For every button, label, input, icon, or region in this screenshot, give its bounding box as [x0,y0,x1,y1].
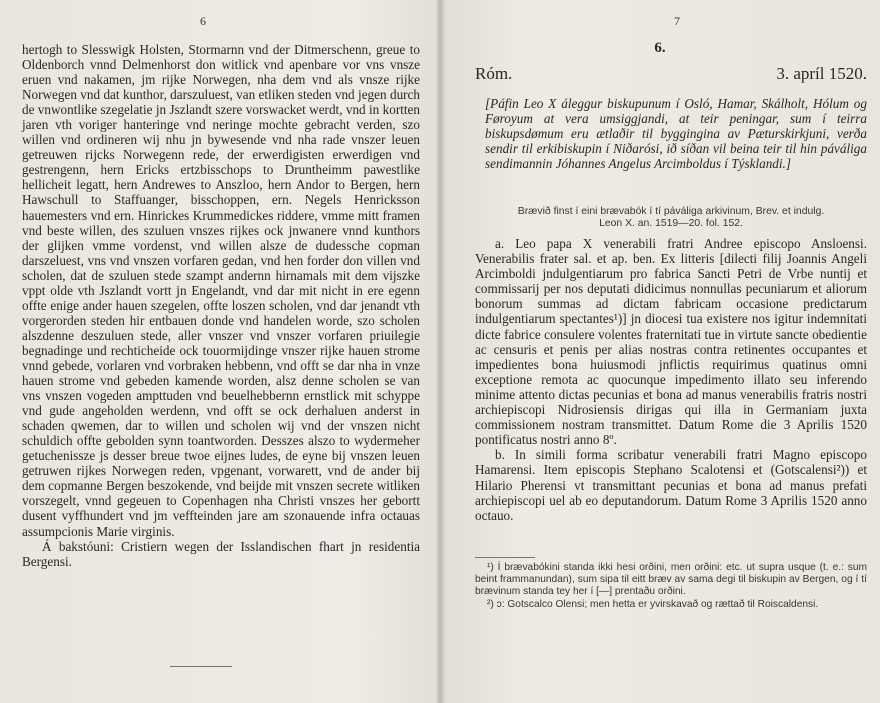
paragraph-a: a. Leo papa X venerabili fratri Andree episcopo Ansloensi. Venerabilis frater sal. et ap. ben. Ex litteris [dilecti filij Joannis Angeli Arcimboldi jndulgentiarum pro fabrica Sancti Petri de Vrbe nuntij et commissarij per nos deputati didicimus nonnullas pecuniarum et aliorum bonorum summas ad dictam fabricam occasione predictarum indulgentiarum spectantes¹)] jn diocesi tua existere nos igitur indemnitati dicte fabrice consulere volentes fraternitati tue in virtute sancte obedientie ac censuris et penis per alias nostras contra retinentes occupantes et impedientes bona huiusmodi jnflictis requirimus quatinus omni exceptione remota ac quocunque impedimento illato seu inferendo minime attento dictas pecunias et bona ad manus venerabilis fratris nostri archiepiscopi Nidrosiensis dirigas qui illa in Germaniam juxta commissionem nostram transmittet. Datum Rome die 3 Aprilis 1520 pontificatus nostri anno 8º. [475,236,867,448]
summary: [Páfin Leo X áleggur biskupunum í Osló, Hamar, Skálholt, Hólum og Føroyum at vera umsiggjandi, at teir peningar, sum í teirra biskupsdømum eru ætlaðir til byggingina av Pæturskirkjuni, verða sendir til erkibiskupin í Niðarósi, ið síðan vil beina teir til hin páváliga sendimannin Jóhannes Angelus Arcimboldus í Týsklandi.] [485,96,867,172]
page-number-right: 7 [674,14,680,28]
footnote-rule [475,557,535,558]
document-header [475,64,867,86]
source-note [475,206,867,230]
document-number: 6. [654,40,666,56]
endorsement-note: Á bakstóuni: Cristiern wegen der Isslandischen fhart jn residentia Bergensi. [22,538,420,569]
main-paragraph: hertogh to Slesswigk Holsten, Stormarnn vnd der Ditmerschenn, greue to Oldenborch vnnd Delmenhorst don witlick vnd apenbare vor vns vnsze eruen vnd nakamen, jm rijke Norwegen, nha dem vnd als vnsze rijke Norwegen vnd dat kunthor, darszuluest, van etliken steden vnd jegen durch de vnwontlike szegelatie jn Jszlandt szere vorswacket werdt, vnd in kortten jaren vth voriger hanteringe vnd neringe mochte gebracht verden, szo willen vnd ordineren wij nhu jn bywesende vnd nha rade vnszer leuen getreuwen rijcks Norwegenn rede, der erwerdigisten erwerdigen vnd gestrengenn, hern Ericks ertzbisschops to Druntheimm pawestlike hellicheit legatt, hern Andrewes to Anszloo, hern Andor to Bergen, hern Hawschull to Staffuanger, bisschoppen, ern. Negels Henricksson hauemesters vnd ern. Hinrickes Krummedickes riddere, vmme mitt framen vnd beste willen, des szuluen vnszes rijkes ock jnwanere vnnd kunthors der glijken vmme vordenst, vnd willen alsze de dudessche copman darszeluest, vns vnd vnszen vorfaren gedan, vnd hen forder don villen vnd scholen, dat de szuluen stede szampt andernn hirnamals mit dem vijszke vppt olde vth Jszlandt vortt jn Engelandt, vnd dar mit nicht in ere egenn offte enige ander hauen szegelen, offte loszen scholen, vnd dar jenandt vth vorgerorden steden hir entbauen donde vnd handelen worde, szo scholen alszdenne deszuluen stede, aller vnszer vnd vnszer vorfaren priuilegie begnadinge und rechticheide ock touormijdinge vnszer rijke hauen strome vnnd gebede, vorlaren vnd vorbraken hebbenn, vnd offt se dar nha in vnze hauen strome vnd gebeden kamende worden, alsz denne scholen se van vns vnszen vogeden ampttuden vnd beuelhebbernn ernstlick mit schyppe vnd gude angeholden werdenn, vnd offt se ock derhaluen anderst in schaden qwemen, dar to willen und scholen wij vnd der vnszen nicht schuldich offte gebolden synn toantworden. Desszes alszo to wydermeher getuchenissze js desser breue twoe eijnes ludes, de eyne bij vnszen leuen getruwen rijkes Norwegen reden, vpgenant, vorwarett, vnd de ander bij dem copmanne Bergen beszokende, vnd beijde mit vnszen secrete witliken vorszegelt, vnnd gegeuen to Copenhagen nha Christi vnszes her gebortt dusent vyffhundert vnd jm veffteinden jare am szonauende infra octauas assumpcionis Marie virginis. [22,42,420,539]
paragraph-b: b. In simili forma scribatur venerabili fratri Magno episcopo Hamarensi. Item episcopis Stephano Scalotensi et (Gotscalensi²)) et Hilario Pherensi vt transmittant pecunias et bona ad manus prefati archiepiscopi uel ab eo deputandorum. Datum Rome 3 Aprilis 1520 anno octauo. [475,447,867,523]
source-line-1: Brævið finst í eini brævabók í tí páváliga arkivinum, Brev. et indulg. [517,206,825,217]
right-page [441,0,880,703]
footnote-1: ¹) Í brævabókini standa ikki hesi orðini, men orðini: etc. ut supra usque (t. e.: sum beint frammanundan), sum sipa til eitt bræv av sama degi til biskupin av Bergen, og í tí brævinum standa tey her í [—] prentaðu orðini. [475,562,867,597]
date: 3. apríl 1520. [776,64,867,83]
footnotes [475,562,867,612]
source-line-2: Leon X. an. 1519—20. fol. 152. [599,218,743,230]
latin-body [475,236,867,523]
left-page [0,0,438,703]
page-number-left: 6 [200,14,206,28]
footnote-2: ²) ɔ: Gotscalco Olensi; men hetta er yvirskavað og rættað til Roiscaldensi. [487,599,819,610]
end-rule-left [170,666,232,667]
place: Róm. [475,64,513,83]
left-page-text [22,42,420,569]
